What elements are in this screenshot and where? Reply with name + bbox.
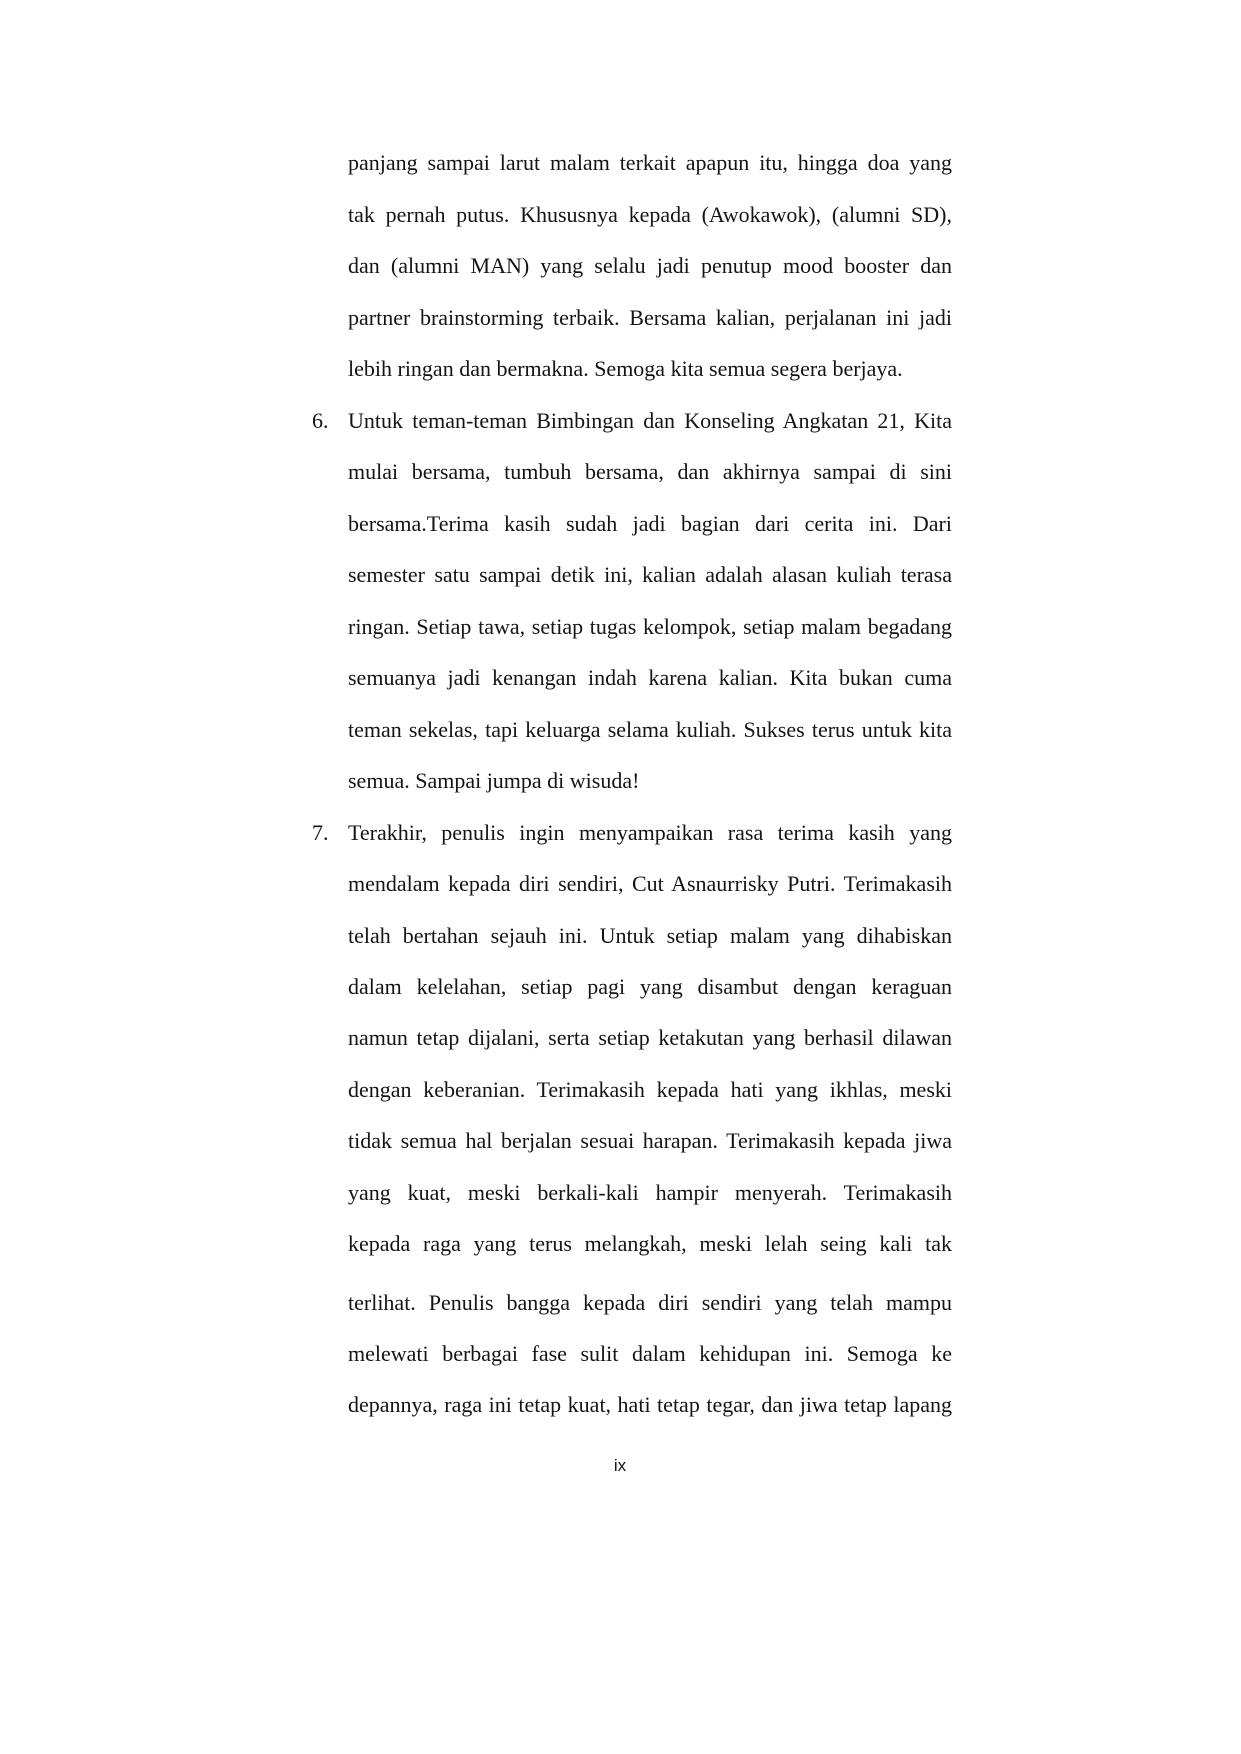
paragraph-line: terlihat. Penulis bangga kepada diri sendiri yang telah mampu: [348, 1290, 952, 1315]
paragraph-line: melewati berbagai fase sulit dalam kehidupan ini. Semoga ke: [348, 1341, 952, 1366]
paragraph-line: teman sekelas, tapi keluarga selama kuliah. Sukses terus untuk kita: [348, 717, 952, 742]
paragraph-line: mulai bersama, tumbuh bersama, dan akhirnya sampai di sini: [348, 459, 952, 484]
page-number: ix: [613, 1456, 627, 1475]
paragraph-line: tak pernah putus. Khususnya kepada (Awokawok), (alumni SD),: [348, 202, 952, 227]
paragraph-line: Terakhir, penulis ingin menyampaikan rasa terima kasih yang: [348, 820, 952, 845]
paragraph-line: yang kuat, meski berkali-kali hampir menyerah. Terimakasih: [348, 1180, 952, 1205]
paragraph-line: tidak semua hal berjalan sesuai harapan. Terimakasih kepada jiwa: [348, 1128, 952, 1153]
paragraph-line: semester satu sampai detik ini, kalian adalah alasan kuliah terasa: [348, 562, 952, 587]
paragraph-line: depannya, raga ini tetap kuat, hati tetap tegar, dan jiwa tetap lapang: [348, 1392, 952, 1417]
paragraph-line: bersama.Terima kasih sudah jadi bagian dari cerita ini. Dari: [348, 511, 952, 536]
paragraph-line: lebih ringan dan bermakna. Semoga kita semua segera berjaya.: [348, 356, 903, 381]
paragraph-line: kepada raga yang terus melangkah, meski lelah seing kali tak: [348, 1231, 952, 1256]
paragraph-line: panjang sampai larut malam terkait apapun itu, hingga doa yang: [348, 150, 952, 175]
paragraph-line: semuanya jadi kenangan indah karena kalian. Kita bukan cuma: [348, 665, 952, 690]
paragraph-line: partner brainstorming terbaik. Bersama kalian, perjalanan ini jadi: [348, 305, 952, 330]
paragraph-line: ringan. Setiap tawa, setiap tugas kelompok, setiap malam begadang: [348, 614, 952, 639]
paragraph-line: namun tetap dijalani, serta setiap ketakutan yang berhasil dilawan: [348, 1025, 952, 1050]
paragraph-line: Untuk teman-teman Bimbingan dan Konseling Angkatan 21, Kita: [348, 408, 952, 433]
list-item-number: 7.: [312, 820, 329, 845]
list-item-number: 6.: [312, 408, 329, 433]
paragraph-line: dengan keberanian. Terimakasih kepada hati yang ikhlas, meski: [348, 1077, 952, 1102]
paragraph-line: mendalam kepada diri sendiri, Cut Asnaurrisky Putri. Terimakasih: [348, 871, 952, 896]
paragraph-line: dan (alumni MAN) yang selalu jadi penutup mood booster dan: [348, 253, 952, 278]
paragraph-line: telah bertahan sejauh ini. Untuk setiap malam yang dihabiskan: [348, 923, 952, 948]
paragraph-line: dalam kelelahan, setiap pagi yang disambut dengan keraguan: [348, 974, 952, 999]
paragraph-line: semua. Sampai jumpa di wisuda!: [348, 768, 640, 793]
